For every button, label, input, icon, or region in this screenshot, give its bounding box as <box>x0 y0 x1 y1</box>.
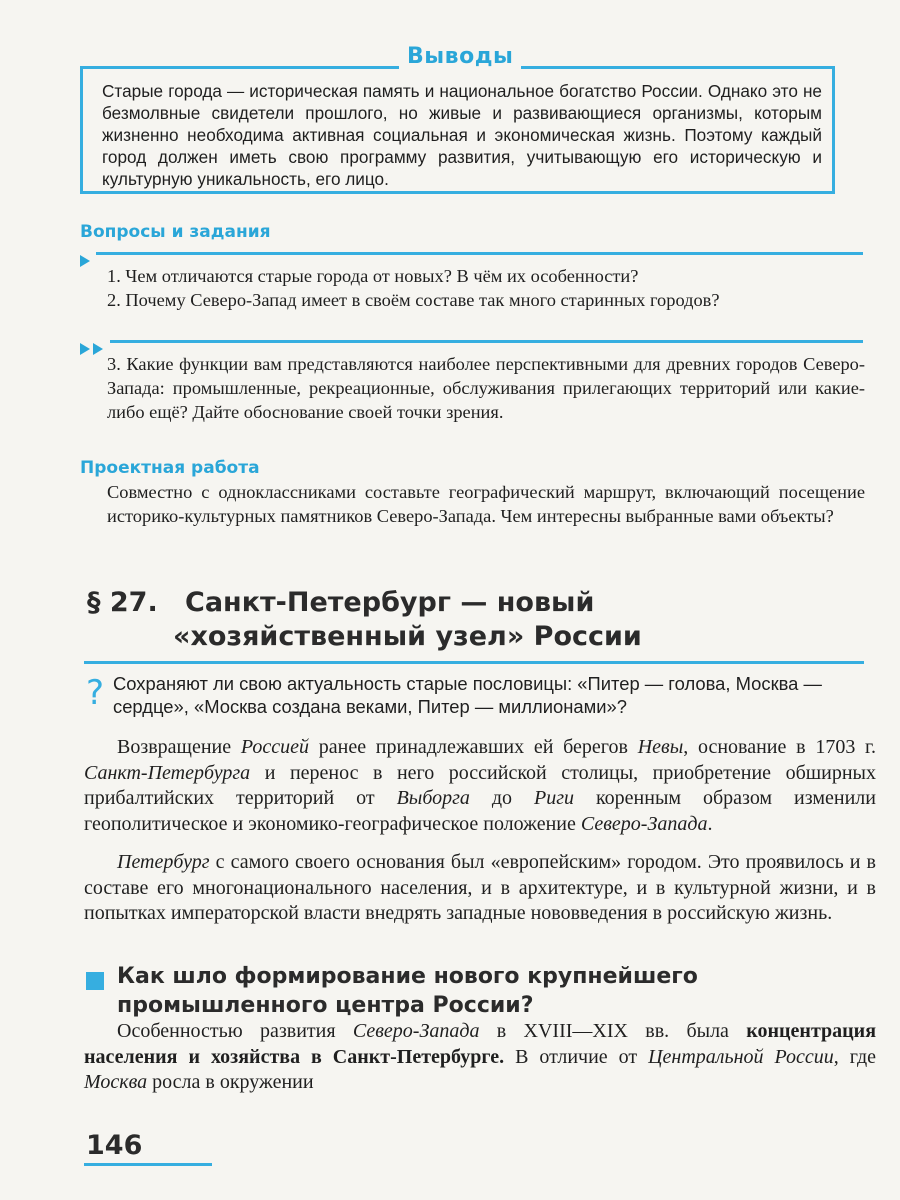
project-heading: Проектная работа <box>80 458 260 478</box>
paragraph-title-line1: Санкт-Петербург — новый <box>185 587 595 618</box>
section-square-icon <box>86 972 104 990</box>
title-rule <box>84 661 864 664</box>
level1-arrow-icon <box>80 255 90 267</box>
paragraph-number: § 27. <box>87 587 158 618</box>
question-2: 2. Почему Северо-Запад имеет в своём составе так много старинных городов? <box>107 290 720 310</box>
body-paragraph-2: Петербург с самого своего основания был «европейским» городом. Это проявилось и в составе его многонационального населения, и в архитектуре, и в культурной жизни, и в попытках императорской власти внедрять западные нововведения в российскую жизнь. <box>84 851 876 924</box>
level2-arrow-icon <box>80 343 90 355</box>
footer-rule <box>84 1163 212 1166</box>
question-mark-icon: ? <box>86 673 105 713</box>
questions-heading: Вопросы и задания <box>80 222 271 242</box>
conclusions-title: Выводы <box>399 44 521 69</box>
subsection-heading-line2: промышленного центра России? <box>117 993 534 1018</box>
conclusions-text: Старые города — историческая память и национальное богатство России. Однако это не безмолвные свидетели прошлого, но живые и развивающиеся организмы, которым жизненно необходима активная социальная и экономическая жизнь. Поэтому каждый город должен иметь свою программу развития, учитывающую его историческую и культурную уникальность, его лицо. <box>102 81 822 189</box>
question-1: 1. Чем отличаются старые города от новых? В чём их особенности? <box>107 266 639 286</box>
questions-rule-2 <box>110 340 863 343</box>
body-paragraph-1: Возвращение Россией ранее принадлежавших ей берегов Невы, основание в 1703 г. Санкт-Петербурга и перенос в него российской столицы, приобретение обширных прибалтийских территорий от Выборга до Риги коренным образом изменили геополитическое и экономико-географическое положение Северо-Запада. <box>84 736 876 835</box>
question-3: 3. Какие функции вам представляются наиболее перспективными для древних городов Северо-Запада: промышленные, рекреационные, обслуживания прилегающих территорий или какие-либо ещё? Дайте обоснование своей точки зрения. <box>107 354 865 422</box>
project-text: Совместно с одноклассниками составьте географический маршрут, включающий посещение историко-культурных памятников Северо-Запада. Чем интересны выбранные вами объекты? <box>107 482 865 526</box>
body-paragraph-3: Особенностью развития Северо-Запада в XVIII—XIX вв. была концентрация населения и хозяйства в Санкт-Петербурге. В отличие от Центральной России, где Москва росла в окружении <box>84 1020 877 1093</box>
subsection-heading <box>117 962 698 1020</box>
subsection-heading-line1: Как шло формирование нового крупнейшего <box>117 964 698 989</box>
questions-rule <box>96 252 863 255</box>
paragraph-title-line2: «хозяйственный узел» России <box>173 621 642 652</box>
page-number: 146 <box>86 1130 143 1161</box>
level2-arrow-icon-second <box>93 343 103 355</box>
intro-question: Сохраняют ли свою актуальность старые пословицы: «Питер — голова, Москва — сердце», «Москва создана веками, Питер — миллионами»? <box>113 673 822 717</box>
paragraph-title <box>87 586 642 654</box>
